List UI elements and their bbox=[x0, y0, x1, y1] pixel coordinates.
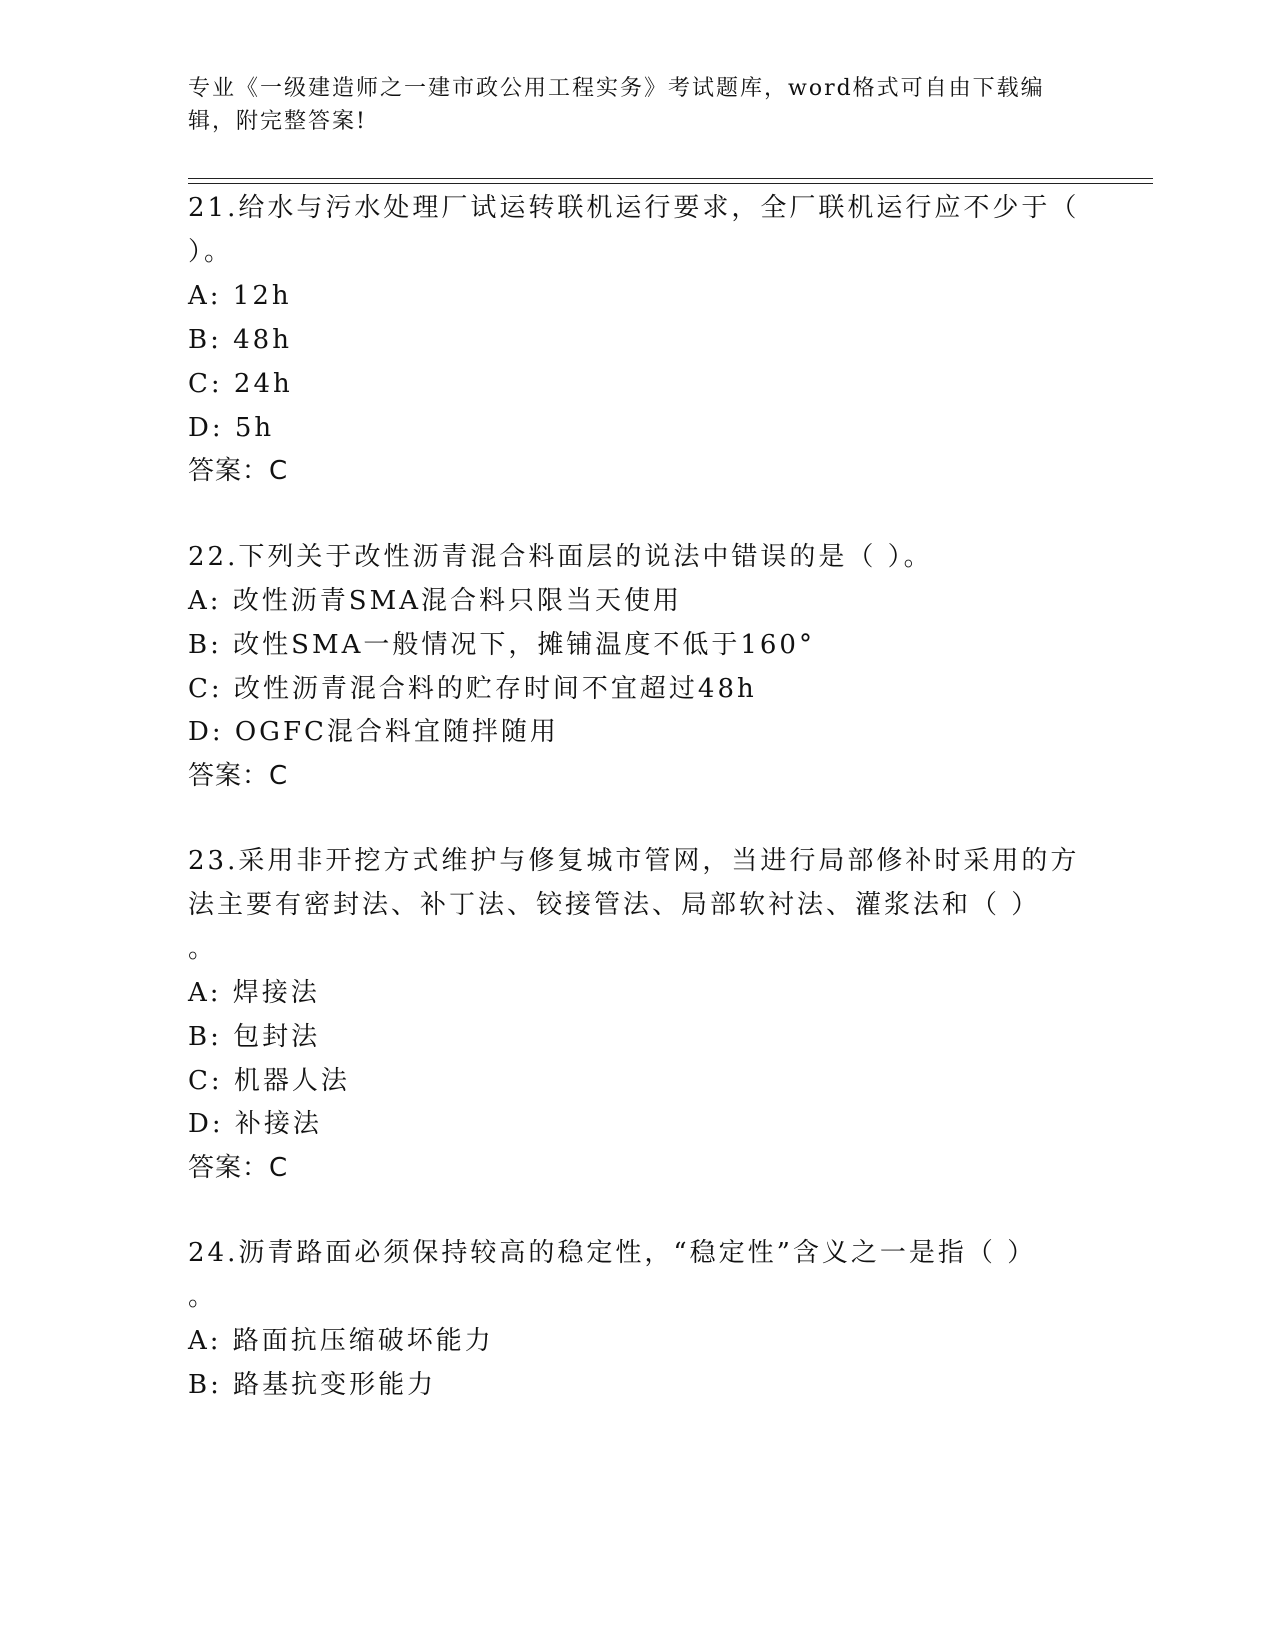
option-b: B: 48h bbox=[188, 325, 292, 355]
question-stem: 22.下列关于改性沥青混合料面层的说法中错误的是（ ）。 bbox=[188, 542, 933, 572]
option-d: D: 5h bbox=[188, 413, 275, 443]
question-stem: 21.给水与污水处理厂试运转联机运行要求，全厂联机运行应不少于（ bbox=[188, 193, 1080, 223]
option-a: A: 改性沥青SMA混合料只限当天使用 bbox=[188, 586, 683, 616]
question-stem-continued: 。 bbox=[188, 934, 218, 964]
answer-text: 答案：C bbox=[188, 761, 289, 791]
header-divider-top bbox=[188, 178, 1153, 179]
question-stem-continued: ）。 bbox=[188, 237, 234, 267]
option-b: B: 路基抗变形能力 bbox=[188, 1370, 437, 1400]
question-stem-continued: 。 bbox=[188, 1282, 218, 1312]
option-a: A: 焊接法 bbox=[188, 978, 320, 1008]
option-c: C: 24h bbox=[188, 369, 293, 399]
option-a: A: 12h bbox=[188, 281, 292, 311]
option-d: D: OGFC混合料宜随拌随用 bbox=[188, 717, 559, 747]
option-b: B: 改性SMA一般情况下，摊铺温度不低于160° bbox=[188, 630, 815, 660]
header-line-1: 专业《一级建造师之一建市政公用工程实务》考试题库，word格式可自由下载编 bbox=[188, 76, 1045, 101]
option-a: A: 路面抗压缩破坏能力 bbox=[188, 1326, 494, 1356]
answer-text: 答案：C bbox=[188, 1153, 289, 1183]
header-line-2: 辑，附完整答案! bbox=[188, 109, 367, 134]
question-stem: 24.沥青路面必须保持较高的稳定性，“稳定性”含义之一是指（ ） bbox=[188, 1238, 1037, 1268]
option-b: B: 包封法 bbox=[188, 1022, 321, 1052]
option-c: C: 机器人法 bbox=[188, 1066, 350, 1096]
document-header bbox=[188, 72, 1078, 138]
option-c: C: 改性沥青混合料的贮存时间不宜超过48h bbox=[188, 674, 757, 704]
question-stem: 23.采用非开挖方式维护与修复城市管网，当进行局部修补时采用的方 bbox=[188, 846, 1080, 876]
header-divider-bottom bbox=[188, 183, 1153, 184]
option-d: D: 补接法 bbox=[188, 1109, 322, 1139]
question-stem-continued: 法主要有密封法、补丁法、铰接管法、局部软衬法、灌浆法和（ ） bbox=[188, 890, 1041, 920]
answer-text: 答案：C bbox=[188, 456, 289, 486]
